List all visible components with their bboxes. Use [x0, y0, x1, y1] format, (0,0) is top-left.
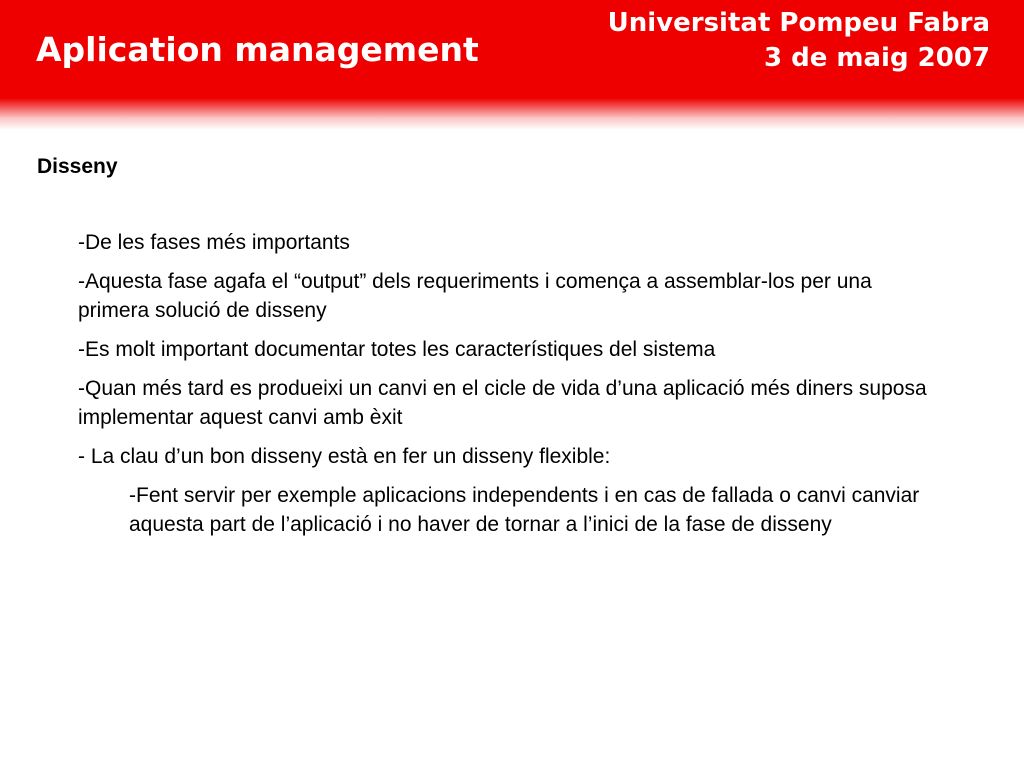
- presentation-date: 3 de maig 2007: [763, 43, 990, 73]
- bullet-item: -Es molt important documentar totes les característiques del sistema: [78, 338, 716, 361]
- bullet-item: -Quan més tard es produeixi un canvi en el cicle de vida d’una aplicació més diners suposa implementar aquest canvi amb èxit: [78, 377, 927, 429]
- sub-bullet-item: -Fent servir per exemple aplicacions independents i en cas de fallada o canvi canviar aquesta part de l’aplicació i no haver de tornar a l’inici de la fase de disseny: [129, 484, 920, 536]
- slide-header-band: [0, 0, 1024, 130]
- slide-title: Aplication management: [36, 30, 479, 69]
- institution-name: Universitat Pompeu Fabra: [607, 8, 990, 38]
- header-info: [608, 6, 990, 76]
- bullet-item: -Aquesta fase agafa el “output” dels requeriments i comença a assemblar-los per una primera solució de disseny: [78, 270, 872, 322]
- slide-body: [0, 228, 1024, 549]
- bullet-item: -De les fases més importants: [78, 231, 350, 254]
- section-heading: Disseny: [37, 155, 118, 178]
- bullet-item: - La clau d’un bon disseny està en fer un disseny flexible:: [78, 445, 611, 468]
